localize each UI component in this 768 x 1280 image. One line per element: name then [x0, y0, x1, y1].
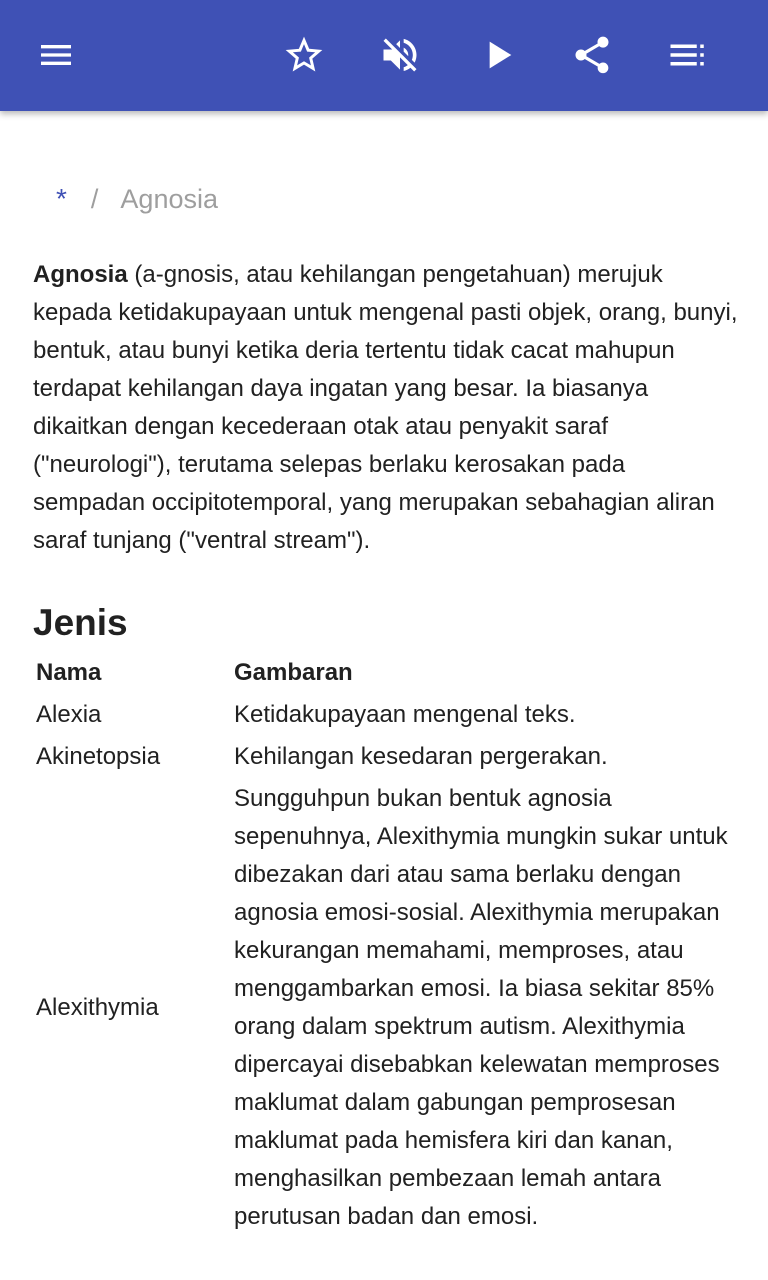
play-button[interactable]: [470, 27, 526, 83]
section-title: Jenis: [33, 602, 128, 643]
breadcrumb-current: Agnosia: [120, 184, 218, 214]
menu-icon: [36, 35, 76, 75]
article-intro: [33, 256, 743, 560]
breadcrumb-separator: /: [90, 184, 99, 214]
header-name: Nama: [36, 659, 102, 686]
intro-text: (a-gnosis, atau kehilangan pengetahuan) merujuk kepada ketidakupayaan untuk mengenal pasti objek, orang, bunyi, bentuk, atau bunyi ketika deria tertentu tidak cacat mahupun terdapat kehilangan daya ingatan yang besar. Ia biasanya dikaitkan dengan kecederaan otak atau penyakit saraf ("neurologi"), terutama selepas berlaku kerosakan pada sempadan occipitotemporal, yang merupakan sebahagian aliran saraf tunjang ("ventral stream").: [33, 261, 738, 554]
breadcrumb: [56, 179, 218, 219]
row-description: Sungguhpun bukan bentuk agnosia sepenuhnya, Alexithymia mungkin sukar untuk dibezakan dari atau sama berlaku dengan agnosia emosi-sosial. Alexithymia merupakan kekurangan memahami, memproses, atau menggambarkan emosi. Ia biasa sekitar 85% orang dalam spektrum autism. Alexithymia dipercayai disebabkan kelewatan memproses maklumat dalam gabungan pemprosesan maklumat pada hemisfera kiri dan kanan, menghasilkan pembezaan lemah antara perutusan badan dan emosi.: [234, 785, 728, 1230]
article-content: [0, 111, 768, 1280]
share-button[interactable]: [564, 27, 620, 83]
star-outline-icon: [282, 33, 326, 77]
row-name: Alexithymia: [36, 994, 159, 1021]
favorite-button[interactable]: [276, 27, 332, 83]
table-header-row: [32, 652, 742, 694]
header-description: Gambaran: [234, 659, 353, 686]
row-name: Alexia: [36, 701, 102, 728]
row-description: Kehilangan kesedaran pergerakan.: [234, 743, 608, 770]
toc-button[interactable]: [660, 27, 716, 83]
share-icon: [570, 33, 614, 77]
types-table: [32, 652, 742, 1238]
breadcrumb-home-link[interactable]: *: [56, 183, 67, 214]
volume-off-icon: [378, 33, 422, 77]
table-row: [32, 736, 742, 778]
row-name: Akinetopsia: [36, 743, 161, 770]
table-row: [32, 694, 742, 736]
table-row: [32, 778, 742, 1238]
menu-button[interactable]: [28, 27, 84, 83]
intro-term: Agnosia: [33, 261, 128, 288]
row-description: Ketidakupayaan mengenal teks.: [234, 701, 576, 728]
list-icon: [667, 34, 709, 76]
play-icon: [478, 35, 518, 75]
app-bar: [0, 0, 768, 111]
mute-button[interactable]: [372, 27, 428, 83]
